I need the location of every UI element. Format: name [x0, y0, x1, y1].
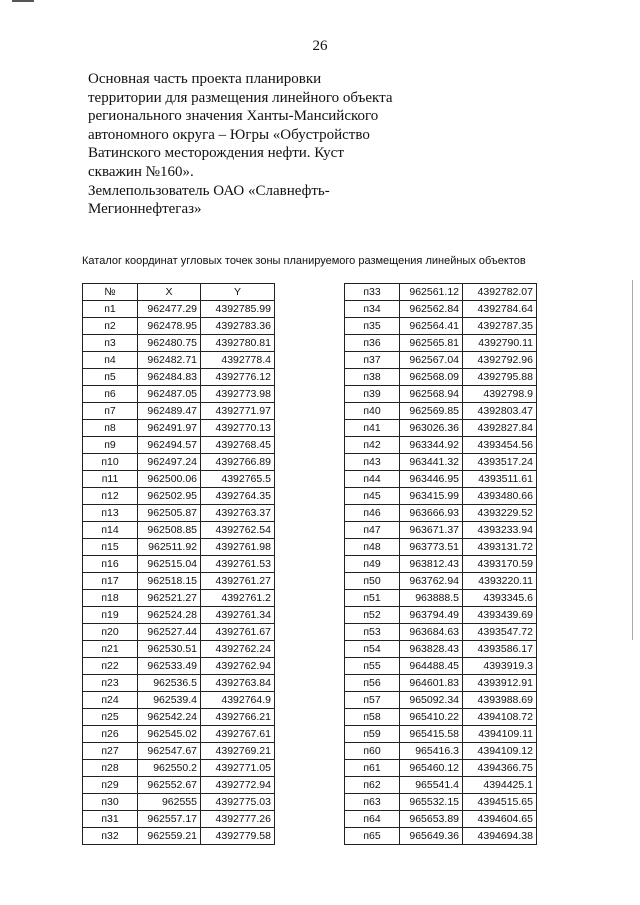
point-id-cell: п49	[345, 556, 400, 573]
x-coordinate-cell: 962547.67	[138, 743, 201, 760]
x-coordinate-cell: 963415.99	[400, 488, 463, 505]
table-row	[83, 437, 275, 454]
y-coordinate-cell: 4392783.36	[201, 318, 275, 335]
y-coordinate-cell: 4392761.67	[201, 624, 275, 641]
y-coordinate-cell: 4392772.94	[201, 777, 275, 794]
column-header-x: X	[138, 284, 201, 301]
x-coordinate-cell: 962494.57	[138, 437, 201, 454]
point-id-cell: п51	[345, 590, 400, 607]
x-coordinate-cell: 963773.51	[400, 539, 463, 556]
y-coordinate-cell: 4392778.4	[201, 352, 275, 369]
y-coordinate-cell: 4394109.11	[463, 726, 537, 743]
table-row	[345, 658, 537, 675]
y-coordinate-cell: 4392762.54	[201, 522, 275, 539]
x-coordinate-cell: 962508.85	[138, 522, 201, 539]
point-id-cell: п32	[83, 828, 138, 845]
point-id-cell: п11	[83, 471, 138, 488]
x-coordinate-cell: 962491.97	[138, 420, 201, 437]
x-coordinate-cell: 965415.58	[400, 726, 463, 743]
table-row	[345, 335, 537, 352]
point-id-cell: п38	[345, 369, 400, 386]
table-row	[345, 352, 537, 369]
x-coordinate-cell: 965460.12	[400, 760, 463, 777]
x-coordinate-cell: 962478.95	[138, 318, 201, 335]
y-coordinate-cell: 4394108.72	[463, 709, 537, 726]
x-coordinate-cell: 965649.36	[400, 828, 463, 845]
y-coordinate-cell: 4392787.35	[463, 318, 537, 335]
table-row	[83, 624, 275, 641]
point-id-cell: п34	[345, 301, 400, 318]
point-id-cell: п28	[83, 760, 138, 777]
table-row	[345, 624, 537, 641]
y-coordinate-cell: 4393229.52	[463, 505, 537, 522]
header-line: регионального значения Ханты-Мансийского	[88, 108, 379, 125]
point-id-cell: п39	[345, 386, 400, 403]
y-coordinate-cell: 4392767.61	[201, 726, 275, 743]
table-row	[345, 284, 537, 301]
table-row	[345, 403, 537, 420]
table-row	[83, 573, 275, 590]
table-row	[83, 369, 275, 386]
point-id-cell: п2	[83, 318, 138, 335]
table-row	[83, 590, 275, 607]
point-id-cell: п42	[345, 437, 400, 454]
point-id-cell: п30	[83, 794, 138, 811]
table-row	[345, 556, 537, 573]
y-coordinate-cell: 4392764.9	[201, 692, 275, 709]
point-id-cell: п59	[345, 726, 400, 743]
point-id-cell: п7	[83, 403, 138, 420]
y-coordinate-cell: 4392775.03	[201, 794, 275, 811]
point-id-cell: п55	[345, 658, 400, 675]
y-coordinate-cell: 4392773.98	[201, 386, 275, 403]
y-coordinate-cell: 4393170.59	[463, 556, 537, 573]
x-coordinate-cell: 963794.49	[400, 607, 463, 624]
table-row	[345, 386, 537, 403]
point-id-cell: п52	[345, 607, 400, 624]
x-coordinate-cell: 962539.4	[138, 692, 201, 709]
x-coordinate-cell: 963441.32	[400, 454, 463, 471]
y-coordinate-cell: 4392761.34	[201, 607, 275, 624]
point-id-cell: п9	[83, 437, 138, 454]
table-row	[345, 301, 537, 318]
point-id-cell: п31	[83, 811, 138, 828]
table-row	[345, 692, 537, 709]
point-id-cell: п45	[345, 488, 400, 505]
x-coordinate-cell: 962524.28	[138, 607, 201, 624]
x-coordinate-cell: 962533.49	[138, 658, 201, 675]
x-coordinate-cell: 965416.3	[400, 743, 463, 760]
header-line: Основная часть проекта планировки	[88, 71, 322, 87]
table-header-row	[83, 284, 275, 301]
x-coordinate-cell: 962550.2	[138, 760, 201, 777]
x-coordinate-cell: 962477.29	[138, 301, 201, 318]
y-coordinate-cell: 4392780.81	[201, 335, 275, 352]
table-row	[345, 420, 537, 437]
y-coordinate-cell: 4393586.17	[463, 641, 537, 658]
document-header	[88, 70, 448, 219]
x-coordinate-cell: 965532.15	[400, 794, 463, 811]
table-row	[345, 573, 537, 590]
point-id-cell: п3	[83, 335, 138, 352]
x-coordinate-cell: 962480.75	[138, 335, 201, 352]
x-coordinate-cell: 962487.05	[138, 386, 201, 403]
x-coordinate-cell: 962489.47	[138, 403, 201, 420]
table-row	[83, 828, 275, 845]
x-coordinate-cell: 962552.67	[138, 777, 201, 794]
point-id-cell: п58	[345, 709, 400, 726]
x-coordinate-cell: 962497.24	[138, 454, 201, 471]
y-coordinate-cell: 4392785.99	[201, 301, 275, 318]
header-line: Ватинского месторождения нефти. Куст	[88, 145, 344, 162]
point-id-cell: п27	[83, 743, 138, 760]
table-row	[83, 658, 275, 675]
x-coordinate-cell: 962542.24	[138, 709, 201, 726]
x-coordinate-cell: 964601.83	[400, 675, 463, 692]
table-row	[345, 539, 537, 556]
column-header-number: №	[83, 284, 138, 301]
y-coordinate-cell: 4392827.84	[463, 420, 537, 437]
y-coordinate-cell: 4393345.6	[463, 590, 537, 607]
x-coordinate-cell: 962527.44	[138, 624, 201, 641]
point-id-cell: п63	[345, 794, 400, 811]
y-coordinate-cell: 4392766.21	[201, 709, 275, 726]
x-coordinate-cell: 965541.4	[400, 777, 463, 794]
point-id-cell: п19	[83, 607, 138, 624]
y-coordinate-cell: 4392762.94	[201, 658, 275, 675]
x-coordinate-cell: 963666.93	[400, 505, 463, 522]
x-coordinate-cell: 962500.06	[138, 471, 201, 488]
y-coordinate-cell: 4393919.3	[463, 658, 537, 675]
y-coordinate-cell: 4392790.11	[463, 335, 537, 352]
header-line: скважин №160».	[88, 163, 194, 180]
table-row	[345, 811, 537, 828]
y-coordinate-cell: 4394109.12	[463, 743, 537, 760]
y-coordinate-cell: 4392792.96	[463, 352, 537, 369]
column-header-y: Y	[201, 284, 275, 301]
table-row	[345, 369, 537, 386]
x-coordinate-cell: 963026.36	[400, 420, 463, 437]
x-coordinate-cell: 962511.92	[138, 539, 201, 556]
y-coordinate-cell: 4393220.11	[463, 573, 537, 590]
x-coordinate-cell: 962557.17	[138, 811, 201, 828]
x-coordinate-cell: 962530.51	[138, 641, 201, 658]
x-coordinate-cell: 963344.92	[400, 437, 463, 454]
land-user-line: Мегионнефтегаз»	[88, 201, 202, 218]
table-row	[83, 386, 275, 403]
table-row	[83, 641, 275, 658]
point-id-cell: п4	[83, 352, 138, 369]
x-coordinate-cell: 962555	[138, 794, 201, 811]
table-row	[345, 794, 537, 811]
point-id-cell: п54	[345, 641, 400, 658]
x-coordinate-cell: 962484.83	[138, 369, 201, 386]
table-row	[345, 522, 537, 539]
point-id-cell: п12	[83, 488, 138, 505]
table-row	[83, 675, 275, 692]
coordinates-table-left	[82, 283, 275, 845]
point-id-cell: п25	[83, 709, 138, 726]
scan-edge-mark	[12, 0, 34, 2]
y-coordinate-cell: 4392779.58	[201, 828, 275, 845]
y-coordinate-cell: 4393912.91	[463, 675, 537, 692]
point-id-cell: п40	[345, 403, 400, 420]
point-id-cell: п14	[83, 522, 138, 539]
y-coordinate-cell: 4394366.75	[463, 760, 537, 777]
point-id-cell: п13	[83, 505, 138, 522]
y-coordinate-cell: 4393233.94	[463, 522, 537, 539]
table-row	[83, 726, 275, 743]
point-id-cell: п64	[345, 811, 400, 828]
table-row	[345, 726, 537, 743]
x-coordinate-cell: 963812.43	[400, 556, 463, 573]
y-coordinate-cell: 4392769.21	[201, 743, 275, 760]
table-row	[345, 454, 537, 471]
y-coordinate-cell: 4392761.98	[201, 539, 275, 556]
point-id-cell: п35	[345, 318, 400, 335]
table-row	[345, 777, 537, 794]
y-coordinate-cell: 4392795.88	[463, 369, 537, 386]
table-row	[83, 760, 275, 777]
point-id-cell: п26	[83, 726, 138, 743]
y-coordinate-cell: 4392798.9	[463, 386, 537, 403]
table-row	[345, 505, 537, 522]
table-row	[83, 522, 275, 539]
table-row	[83, 420, 275, 437]
x-coordinate-cell: 962562.84	[400, 301, 463, 318]
y-coordinate-cell: 4392761.53	[201, 556, 275, 573]
table-row	[83, 454, 275, 471]
table-row	[83, 352, 275, 369]
table-row	[345, 318, 537, 335]
header-line: территории для размещения линейного объекта	[88, 89, 393, 106]
x-coordinate-cell: 962567.04	[400, 352, 463, 369]
point-id-cell: п61	[345, 760, 400, 777]
table-row	[345, 760, 537, 777]
table-row	[83, 539, 275, 556]
x-coordinate-cell: 962569.85	[400, 403, 463, 420]
table-row	[345, 641, 537, 658]
y-coordinate-cell: 4392763.84	[201, 675, 275, 692]
y-coordinate-cell: 4392776.12	[201, 369, 275, 386]
y-coordinate-cell: 4392777.26	[201, 811, 275, 828]
x-coordinate-cell: 962545.02	[138, 726, 201, 743]
point-id-cell: п20	[83, 624, 138, 641]
table-row	[83, 692, 275, 709]
point-id-cell: п62	[345, 777, 400, 794]
point-id-cell: п17	[83, 573, 138, 590]
y-coordinate-cell: 4392762.24	[201, 641, 275, 658]
land-user-line: Землепользователь ОАО «Славнефть-	[88, 182, 330, 199]
table-row	[83, 811, 275, 828]
point-id-cell: п60	[345, 743, 400, 760]
table-row	[83, 335, 275, 352]
y-coordinate-cell: 4393439.69	[463, 607, 537, 624]
y-coordinate-cell: 4392771.05	[201, 760, 275, 777]
point-id-cell: п37	[345, 352, 400, 369]
y-coordinate-cell: 4392765.5	[201, 471, 275, 488]
header-line: автономного округа – Югры «Обустройство	[88, 126, 370, 143]
x-coordinate-cell: 965653.89	[400, 811, 463, 828]
x-coordinate-cell: 962482.71	[138, 352, 201, 369]
table-row	[345, 590, 537, 607]
table-row	[345, 437, 537, 454]
point-id-cell: п1	[83, 301, 138, 318]
y-coordinate-cell: 4392766.89	[201, 454, 275, 471]
y-coordinate-cell: 4393511.61	[463, 471, 537, 488]
scan-edge-mark	[632, 280, 633, 640]
point-id-cell: п5	[83, 369, 138, 386]
x-coordinate-cell: 963684.63	[400, 624, 463, 641]
y-coordinate-cell: 4393480.66	[463, 488, 537, 505]
table-row	[345, 471, 537, 488]
table-row	[83, 471, 275, 488]
point-id-cell: п33	[345, 284, 400, 301]
point-id-cell: п15	[83, 539, 138, 556]
point-id-cell: п56	[345, 675, 400, 692]
point-id-cell: п24	[83, 692, 138, 709]
x-coordinate-cell: 965410.22	[400, 709, 463, 726]
point-id-cell: п23	[83, 675, 138, 692]
table-row	[83, 777, 275, 794]
y-coordinate-cell: 4394694.38	[463, 828, 537, 845]
point-id-cell: п29	[83, 777, 138, 794]
x-coordinate-cell: 963828.43	[400, 641, 463, 658]
point-id-cell: п22	[83, 658, 138, 675]
table-row	[83, 794, 275, 811]
y-coordinate-cell: 4392782.07	[463, 284, 537, 301]
table-row	[345, 675, 537, 692]
table-row	[83, 488, 275, 505]
x-coordinate-cell: 962568.09	[400, 369, 463, 386]
x-coordinate-cell: 962568.94	[400, 386, 463, 403]
y-coordinate-cell: 4393988.69	[463, 692, 537, 709]
x-coordinate-cell: 965092.34	[400, 692, 463, 709]
x-coordinate-cell: 963671.37	[400, 522, 463, 539]
y-coordinate-cell: 4394604.65	[463, 811, 537, 828]
coordinates-table-right	[344, 283, 537, 845]
y-coordinate-cell: 4392761.27	[201, 573, 275, 590]
x-coordinate-cell: 962536.5	[138, 675, 201, 692]
table-row	[83, 403, 275, 420]
page-number: 26	[312, 38, 328, 54]
x-coordinate-cell: 962505.87	[138, 505, 201, 522]
y-coordinate-cell: 4392784.64	[463, 301, 537, 318]
y-coordinate-cell: 4392770.13	[201, 420, 275, 437]
point-id-cell: п18	[83, 590, 138, 607]
point-id-cell: п6	[83, 386, 138, 403]
y-coordinate-cell: 4392768.45	[201, 437, 275, 454]
x-coordinate-cell: 963762.94	[400, 573, 463, 590]
y-coordinate-cell: 4393131.72	[463, 539, 537, 556]
y-coordinate-cell: 4392763.37	[201, 505, 275, 522]
point-id-cell: п53	[345, 624, 400, 641]
point-id-cell: п57	[345, 692, 400, 709]
x-coordinate-cell: 962565.81	[400, 335, 463, 352]
y-coordinate-cell: 4392803.47	[463, 403, 537, 420]
table-row	[83, 709, 275, 726]
table-row	[83, 743, 275, 760]
x-coordinate-cell: 964488.45	[400, 658, 463, 675]
y-coordinate-cell: 4394425.1	[463, 777, 537, 794]
point-id-cell: п43	[345, 454, 400, 471]
table-row	[345, 607, 537, 624]
catalog-title: Каталог координат угловых точек зоны планируемого размещения линейных объектов	[82, 255, 526, 267]
table-row	[83, 607, 275, 624]
point-id-cell: п47	[345, 522, 400, 539]
y-coordinate-cell: 4394515.65	[463, 794, 537, 811]
x-coordinate-cell: 962564.41	[400, 318, 463, 335]
point-id-cell: п21	[83, 641, 138, 658]
table-row	[345, 828, 537, 845]
table-row	[345, 488, 537, 505]
x-coordinate-cell: 962515.04	[138, 556, 201, 573]
x-coordinate-cell: 962518.15	[138, 573, 201, 590]
x-coordinate-cell: 962561.12	[400, 284, 463, 301]
y-coordinate-cell: 4393454.56	[463, 437, 537, 454]
point-id-cell: п41	[345, 420, 400, 437]
table-row	[83, 556, 275, 573]
point-id-cell: п8	[83, 420, 138, 437]
x-coordinate-cell: 962521.27	[138, 590, 201, 607]
point-id-cell: п65	[345, 828, 400, 845]
x-coordinate-cell: 962559.21	[138, 828, 201, 845]
point-id-cell: п48	[345, 539, 400, 556]
table-row	[83, 301, 275, 318]
point-id-cell: п46	[345, 505, 400, 522]
table-row	[345, 709, 537, 726]
y-coordinate-cell: 4392761.2	[201, 590, 275, 607]
y-coordinate-cell: 4393547.72	[463, 624, 537, 641]
point-id-cell: п50	[345, 573, 400, 590]
point-id-cell: п44	[345, 471, 400, 488]
x-coordinate-cell: 963446.95	[400, 471, 463, 488]
table-row	[345, 743, 537, 760]
table-row	[83, 505, 275, 522]
y-coordinate-cell: 4393517.24	[463, 454, 537, 471]
point-id-cell: п16	[83, 556, 138, 573]
y-coordinate-cell: 4392771.97	[201, 403, 275, 420]
x-coordinate-cell: 962502.95	[138, 488, 201, 505]
table-row	[83, 318, 275, 335]
x-coordinate-cell: 963888.5	[400, 590, 463, 607]
point-id-cell: п36	[345, 335, 400, 352]
point-id-cell: п10	[83, 454, 138, 471]
y-coordinate-cell: 4392764.35	[201, 488, 275, 505]
